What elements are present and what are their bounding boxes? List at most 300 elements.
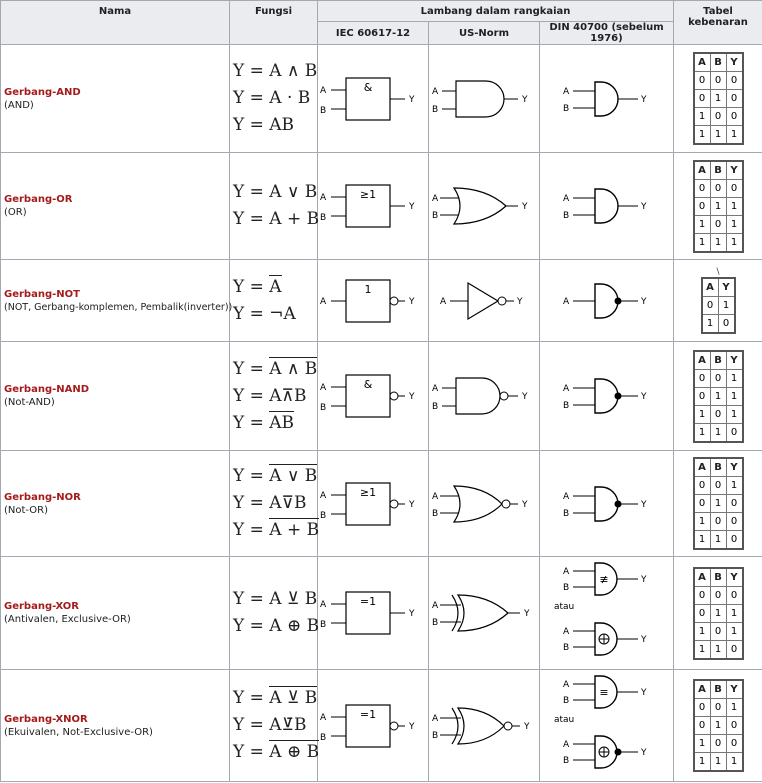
din-not-symbol [553,275,661,327]
gate-name-link[interactable]: Gerbang-XNOR [4,713,88,725]
truth-value: 1 [726,369,743,387]
name-cell [1,557,230,670]
truth-value: 0 [702,297,719,315]
output-y-label: Y [522,94,528,105]
truth-value: 0 [710,215,726,233]
input-a-label: A [432,491,439,502]
function-cell [230,260,318,342]
truth-value: 0 [726,531,743,550]
header-function: Fungsi [230,1,318,45]
truth-value: 1 [694,531,711,550]
iec-gate-label: & [363,378,373,391]
truth-value: 1 [694,108,711,126]
truth-value: 1 [726,477,743,495]
formula [233,517,320,544]
truth-value: 0 [710,622,726,640]
truth-header: A [694,568,711,587]
input-a-label: A [562,739,569,750]
input-a-label: A [562,384,569,394]
input-b-label: B [562,211,569,221]
gate-name-link[interactable]: Gerbang-NOR [4,491,81,503]
truth-value: 0 [710,369,726,387]
input-b-label: B [562,695,569,706]
us-symbol-cell [429,451,540,557]
formula: Y = A ⊻ B [233,589,318,609]
input-b-label: B [320,510,327,521]
gate-desc: (Not-AND) [4,397,55,408]
truth-value: 0 [710,513,726,531]
gate-name-link[interactable]: Gerbang-AND [4,86,81,98]
formula: Y = A · B [233,88,311,108]
output-y-label: Y [522,392,528,402]
input-b-label: B [320,732,327,743]
truth-value: 1 [694,753,711,772]
iec-symbol-cell [318,670,429,782]
function-cell [230,670,318,782]
input-b-label: B [432,618,439,628]
truth-value: 0 [726,640,743,659]
din-symbol-cell [540,153,674,260]
us-symbol-cell [429,557,540,670]
input-b-label: B [562,755,569,766]
output-y-label: Y [640,747,646,758]
output-y-label: Y [640,94,646,105]
truth-value: 0 [710,477,726,495]
truth-value: 0 [726,495,743,513]
truth-value: 0 [726,513,743,531]
truth-value: 1 [710,531,726,550]
truth-header: Y [726,53,743,72]
input-a-label: A [562,567,569,577]
output-y-label: Y [409,392,415,402]
output-y-label: Y [409,609,415,619]
formula: Y = A⊼B [233,385,307,406]
input-b-label: B [562,103,569,114]
gate-desc: (Not-OR) [4,504,49,516]
truth-value: 0 [710,72,726,90]
input-b-label: B [562,401,569,411]
din-xor-symbol [553,559,661,667]
gate-desc: (OR) [4,207,27,218]
gate-name-link[interactable]: Gerbang-XOR [4,601,79,612]
din-symbol-cell [540,260,674,342]
formula-overline: A + B [269,520,320,540]
truth-value: 1 [694,423,711,442]
row-and [1,45,762,153]
formula: Y = A ∧ B [233,61,318,81]
truth-value: 1 [718,297,735,315]
output-y-label: Y [524,609,530,619]
truth-table-cell [674,342,762,451]
truth-value: 1 [710,197,726,215]
truth-header: A [694,680,711,699]
truth-value: 0 [694,495,711,513]
iec-gate-label: =1 [359,595,377,608]
truth-value: 0 [694,387,711,405]
formula-prefix: Y = [233,520,270,540]
input-a-label: A [432,384,439,394]
function-cell [230,45,318,153]
truth-value: 1 [694,640,711,659]
iec-gate-label: 1 [364,282,372,296]
truth-value: 1 [726,699,743,717]
input-a-label: A [562,194,569,204]
truth-header: A [694,161,711,180]
formula-overline: A ⊕ B [269,742,320,762]
truth-header: A [694,351,711,370]
din-gate-mark: ≢ [598,573,609,586]
truth-value: 1 [710,604,726,622]
header-truth: Tabel kebenaran [674,1,762,45]
din-xnor-symbol [553,672,661,780]
truth-value: 0 [726,179,743,197]
us-symbol-cell [429,153,540,260]
atau-label: atau [553,602,574,612]
input-a-label: A [440,296,447,307]
iec-gate-label: ≥1 [359,188,377,201]
truth-value: 1 [694,735,711,753]
truth-value: 1 [694,215,711,233]
name-cell [1,260,233,342]
input-b-label: B [320,403,327,413]
us-not-symbol [430,275,538,327]
iec-symbol-cell [318,45,429,153]
iec-nand-symbol [319,366,427,426]
output-y-label: Y [640,202,646,212]
truth-value: 0 [710,405,726,423]
input-b-label: B [432,211,439,221]
input-a-label: A [562,86,569,97]
input-b-label: B [562,643,569,653]
truth-header: Y [726,458,743,477]
formula [233,739,320,766]
input-b-label: B [432,730,439,741]
din-nor-symbol [553,479,661,529]
truth-header: B [710,53,726,72]
truth-header: B [710,680,726,699]
iec-symbol-cell [318,557,429,670]
input-a-label: A [320,85,327,96]
us-symbol-cell [429,670,540,782]
formula: Y = A⊽B [233,493,307,513]
truth-value: 1 [710,640,726,659]
formula: Y = A ∨ B [233,182,318,202]
truth-value: 0 [726,72,743,90]
truth-value: 0 [710,179,726,197]
iec-and-symbol [319,69,427,129]
input-a-label: A [432,713,439,724]
din-gate-mark: ≡ [598,685,609,699]
truth-value: 0 [726,108,743,126]
truth-value: 1 [726,233,743,252]
output-y-label: Y [409,94,415,105]
row-or [1,153,762,260]
truth-value: 0 [710,735,726,753]
function-cell [230,451,318,557]
formula-overline: AB [269,412,295,433]
header-iec: IEC 60617-12 [318,22,429,45]
truth-header: B [710,161,726,180]
truth-header: A [694,53,711,72]
formula [233,356,317,383]
truth-value: 1 [726,405,743,423]
header-name: Nama [1,1,230,45]
name-cell [1,451,230,557]
iec-nor-symbol [319,474,427,534]
truth-header: B [710,568,726,587]
input-a-label: A [320,490,327,501]
truth-value: 0 [694,699,711,717]
truth-value: 1 [710,90,726,108]
truth-value: 1 [694,513,711,531]
output-y-label: Y [640,635,646,645]
us-nand-symbol [430,366,538,426]
row-nand [1,342,762,451]
truth-value: 1 [710,495,726,513]
formula: Y = ¬A [233,303,296,324]
row-xor [1,557,762,670]
truth-value: 0 [726,717,743,735]
formula: Y = A + B [233,209,320,229]
din-or-symbol [553,181,661,231]
truth-table [693,160,744,253]
input-b-label: B [320,213,327,223]
gate-desc: (Antivalen, Exclusive-OR) [4,614,131,625]
truth-header: Y [718,278,735,297]
row-nor [1,451,762,557]
header-us: US-Norm [429,22,540,45]
row-not [1,260,762,342]
truth-value: 0 [726,423,743,442]
truth-value: 1 [710,753,726,772]
input-a-label: A [320,712,327,723]
input-b-label: B [432,508,439,519]
us-xor-symbol [430,583,538,643]
output-y-label: Y [409,202,415,212]
truth-table [693,350,744,443]
gate-desc: (AND) [4,99,34,111]
input-a-label: A [320,296,327,307]
truth-value: 1 [726,197,743,215]
truth-value: 1 [726,126,743,145]
din-symbol-cell [540,45,674,153]
formula-prefix: Y = [233,742,270,762]
input-b-label: B [320,105,327,116]
iec-xor-symbol [319,583,427,643]
formula-overline: A [269,276,282,297]
output-y-label: Y [640,687,646,698]
gate-name-link[interactable]: Gerbang-NOT [4,288,80,300]
formula-prefix: Y = [233,358,270,379]
truth-value: 1 [694,405,711,423]
truth-value: 1 [726,215,743,233]
input-b-label: B [432,402,439,412]
truth-value: 0 [694,586,711,604]
formula-prefix: Y = [233,276,270,297]
input-a-label: A [320,383,327,393]
truth-value: 0 [726,90,743,108]
iec-or-symbol [319,176,427,236]
input-a-label: A [320,600,327,610]
truth-header: A [694,458,711,477]
iec-symbol-cell [318,260,429,342]
truth-value: 1 [694,233,711,252]
name-cell [1,342,230,451]
truth-table [693,52,744,145]
truth-value: 0 [694,717,711,735]
formula-overline: A ⊻ B [269,688,318,708]
name-cell [1,45,230,153]
name-cell [1,670,230,782]
truth-value: 0 [694,477,711,495]
input-a-label: A [432,601,439,611]
din-symbol-cell [540,670,674,782]
output-y-label: Y [640,296,646,307]
stray-mark: \ [716,267,720,277]
gate-desc: (NOT, Gerbang-komplemen, Pembalik(inverter)) [4,301,233,313]
formula: Y = A ⊕ B [233,616,320,636]
truth-value: 1 [694,622,711,640]
input-a-label: A [432,194,439,204]
truth-value: 1 [726,604,743,622]
truth-value: 1 [710,423,726,442]
iec-symbol-cell [318,451,429,557]
truth-table [701,277,736,334]
output-y-label: Y [517,296,523,307]
name-cell [1,153,230,260]
iec-symbol-cell [318,342,429,451]
header-symbols: Lambang dalam rangkaian [318,1,674,22]
us-symbol-cell [429,260,540,342]
truth-table-cell [674,557,762,670]
truth-value: 0 [710,699,726,717]
output-y-label: Y [522,499,528,510]
formula: Y = AB [233,115,295,135]
formula-overline: A ∧ B [269,358,318,379]
input-a-label: A [562,491,569,502]
truth-header: Y [726,161,743,180]
us-nor-symbol [430,474,538,534]
formula-prefix: Y = [233,412,270,433]
input-b-label: B [562,508,569,519]
output-y-label: Y [409,296,415,307]
us-xnor-symbol [430,696,538,756]
truth-value: 1 [710,717,726,735]
gate-name-link[interactable]: Gerbang-NAND [4,384,90,395]
function-cell [230,557,318,670]
truth-value: 1 [726,387,743,405]
truth-value: 0 [694,72,711,90]
header-row-1 [1,1,762,22]
gate-desc: (Ekuivalen, Not-Exclusive-OR) [4,726,153,738]
truth-value: 1 [710,233,726,252]
formula-prefix: Y = [233,688,270,708]
input-b-label: B [562,583,569,593]
truth-value: 0 [718,315,735,334]
truth-table-cell [674,451,762,557]
output-y-label: Y [640,575,646,585]
truth-value: 0 [710,108,726,126]
output-y-label: Y [640,499,646,510]
truth-header: A [702,278,719,297]
input-a-label: A [432,86,439,97]
us-or-symbol [430,176,538,236]
truth-value: 1 [694,126,711,145]
truth-header: Y [726,568,743,587]
output-y-label: Y [409,499,415,510]
formula-overline: A ∨ B [269,466,318,486]
us-and-symbol [430,69,538,129]
row-xnor [1,670,762,782]
input-a-label: A [320,193,327,203]
input-b-label: B [320,620,327,630]
iec-gate-label: =1 [359,707,377,721]
truth-value: 0 [726,586,743,604]
output-y-label: Y [409,721,415,732]
formula [233,463,317,490]
truth-value: 1 [726,753,743,772]
truth-header: Y [726,680,743,699]
function-cell [230,342,318,451]
truth-value: 0 [694,90,711,108]
truth-value: 1 [710,126,726,145]
truth-table [693,679,744,772]
formula-prefix: Y = [233,466,270,486]
din-symbol-cell [540,342,674,451]
truth-value: 0 [694,604,711,622]
truth-value: 1 [702,315,719,334]
truth-table-cell [674,45,762,153]
function-cell [230,153,318,260]
truth-value: 0 [694,369,711,387]
truth-value: 1 [710,387,726,405]
truth-header: B [710,351,726,370]
iec-gate-label: ≥1 [359,485,377,499]
iec-gate-label: & [363,80,373,94]
din-symbol-cell [540,451,674,557]
truth-table-cell [674,670,762,782]
din-nand-symbol [553,371,661,421]
truth-value: 0 [726,735,743,753]
input-a-label: A [562,627,569,637]
input-a-label: A [562,679,569,690]
input-a-label: A [562,296,569,307]
us-symbol-cell [429,45,540,153]
truth-value: 0 [694,179,711,197]
gate-name-link[interactable]: Gerbang-OR [4,194,73,205]
din-symbol-cell [540,557,674,670]
iec-not-symbol [319,275,427,327]
truth-table-cell [674,153,762,260]
truth-table [693,567,744,660]
truth-value: 0 [710,586,726,604]
input-b-label: B [432,104,439,115]
truth-value: 0 [694,197,711,215]
truth-table [693,457,744,550]
output-y-label: Y [522,202,528,212]
truth-value: 1 [726,622,743,640]
header-din: DIN 40700 (sebelum 1976) [540,22,674,45]
output-y-label: Y [524,721,530,732]
truth-header: B [710,458,726,477]
truth-table-cell [674,260,762,342]
formula: Y = A⊻̄B [233,715,307,735]
iec-xnor-symbol [319,696,427,756]
formula [233,685,317,712]
iec-symbol-cell [318,153,429,260]
formula [233,410,317,437]
output-y-label: Y [640,392,646,402]
